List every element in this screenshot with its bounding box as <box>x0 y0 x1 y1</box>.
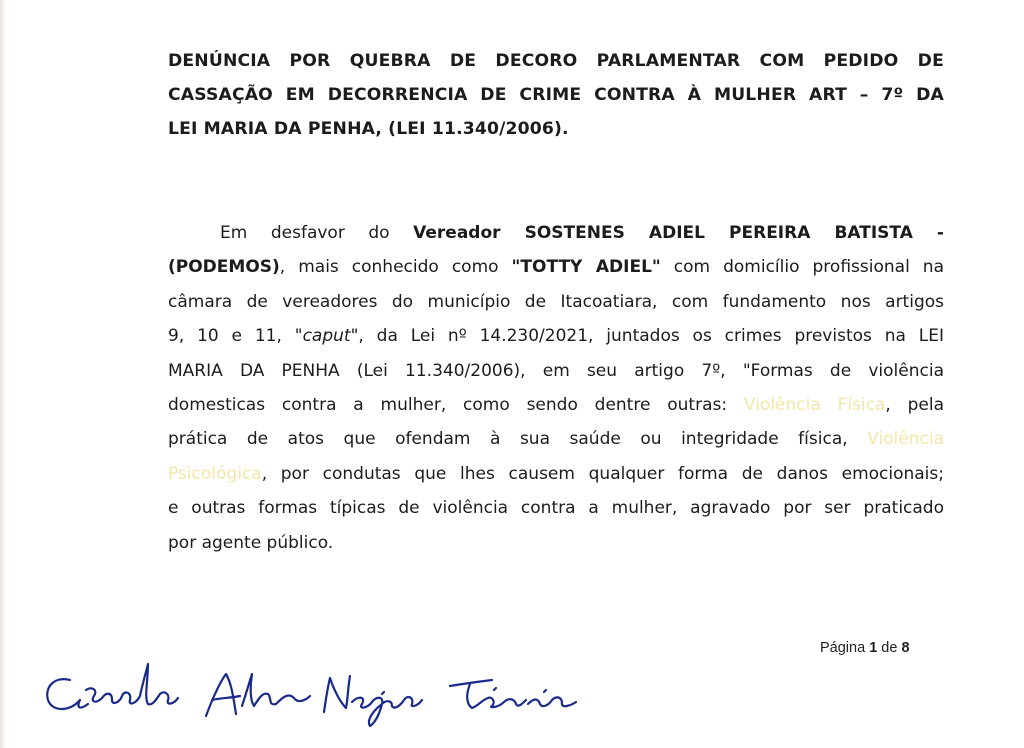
page-label: Página <box>820 640 870 656</box>
text-fragment: , por condutas que lhes causem qualquer forma de danos emocionais; <box>261 463 944 484</box>
highlighted-term-violencia: Violência <box>867 429 944 450</box>
text-fragment: domesticas contra a mulher, como sendo dentre outras: <box>168 395 744 416</box>
accused-name: Vereador SOSTENES ADIEL PEREIRA BATISTA - <box>413 223 944 243</box>
page-current: 1 <box>869 640 878 656</box>
title-line-1: DENÚNCIA POR QUEBRA DE DECORO PARLAMENTAR COM PEDIDO DE <box>168 51 944 71</box>
body-line-8 <box>168 457 944 491</box>
body-line-2 <box>168 250 944 284</box>
party-name: (PODEMOS) <box>168 257 280 278</box>
text-fragment: 9, 10 e 11, <box>168 326 295 347</box>
body-line-7 <box>168 422 944 456</box>
caput-term: "caput" <box>294 326 359 347</box>
document-title <box>168 44 944 146</box>
page-number <box>820 640 910 656</box>
page-edge-shadow <box>0 0 6 748</box>
body-line-9: e outras formas típicas de violência contra a mulher, agravado por ser praticado <box>168 498 944 519</box>
body-line-3: câmara de vereadores do município de Itacoatiara, com fundamento nos artigos <box>168 291 944 312</box>
text-fragment: Em desfavor do <box>220 223 414 243</box>
text-fragment: com domicílio profissional na <box>660 257 944 278</box>
title-line-2: CASSAÇÃO EM DECORRENCIA DE CRIME CONTRA À MULHER ART – 7º DA <box>168 85 944 105</box>
text-fragment: , da Lei nº 14.230/2021, juntados os crimes previstos na LEI <box>358 326 944 347</box>
highlighted-term-psicologica: Psicológica <box>168 463 262 484</box>
page-of: de <box>877 640 902 656</box>
page-total: 8 <box>901 640 910 656</box>
text-fragment: prática de atos que ofendam à sua saúde ou integridade física, <box>168 429 868 450</box>
body-line-1 <box>168 216 944 250</box>
body-paragraph <box>168 216 944 560</box>
title-line-3: LEI MARIA DA PENHA, (LEI 11.340/2006). <box>168 119 569 139</box>
body-line-5: MARIA DA PENHA (Lei 11.340/2006), em seu artigo 7º, "Formas de violência <box>168 360 944 381</box>
body-line-4 <box>168 319 944 353</box>
handwritten-signature <box>36 650 596 732</box>
text-fragment: , mais conhecido como <box>279 257 512 278</box>
body-line-10: por agente público. <box>168 532 334 553</box>
nickname: "TOTTY ADIEL" <box>511 257 661 278</box>
highlighted-term-fisica: Violência Física <box>743 395 886 416</box>
text-fragment: , pela <box>885 395 945 416</box>
body-line-6 <box>168 388 944 422</box>
